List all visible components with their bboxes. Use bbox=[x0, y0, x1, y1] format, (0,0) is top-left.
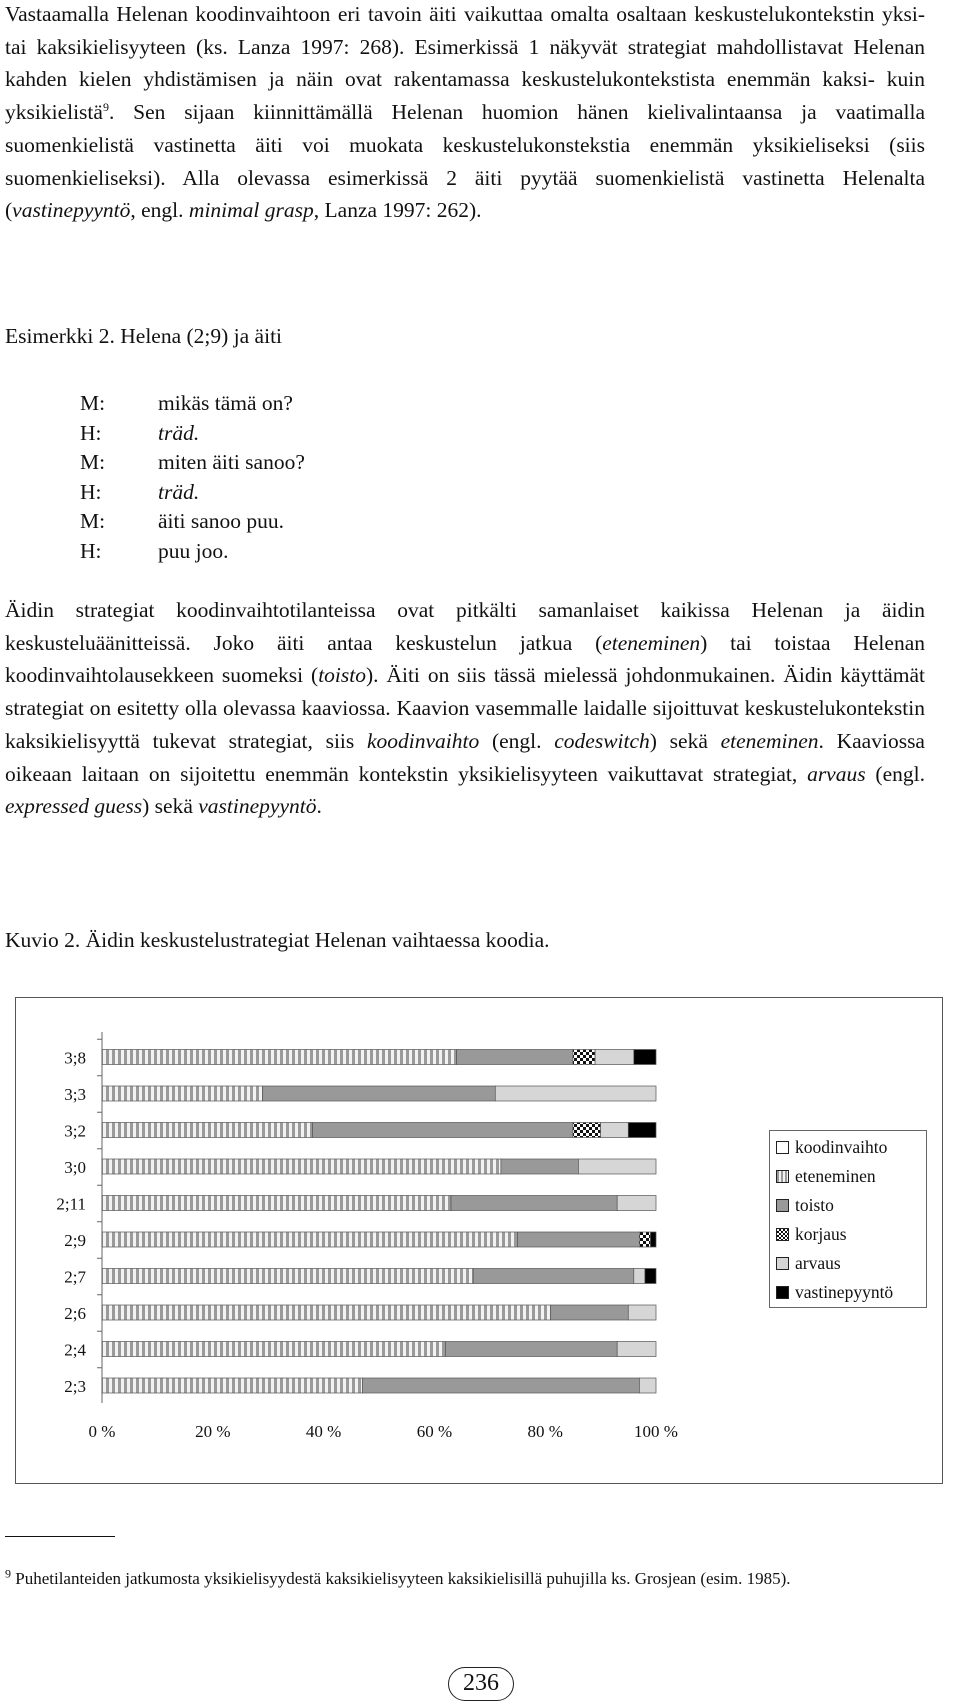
page-number: 236 bbox=[448, 1667, 514, 1701]
legend-swatch bbox=[776, 1170, 789, 1183]
bar-segment-eteneminen bbox=[102, 1196, 451, 1211]
para2-italic-2: toisto bbox=[318, 663, 366, 688]
para2-text-7: (engl. bbox=[865, 761, 925, 786]
bar-segment-arvaus bbox=[617, 1196, 656, 1211]
para1-text-4: , Lanza 1997: 262). bbox=[313, 198, 482, 223]
para2-text-4: (engl. bbox=[479, 728, 555, 753]
y-tick-label: 2;3 bbox=[64, 1377, 86, 1396]
x-tick-label: 20 % bbox=[195, 1422, 231, 1441]
bar-segment-vastinepyyntö bbox=[634, 1050, 656, 1065]
dialogue-line bbox=[80, 507, 305, 537]
bar-segment-toisto bbox=[518, 1232, 640, 1247]
bar-segment-arvaus bbox=[617, 1342, 656, 1357]
footnote-rule bbox=[5, 1536, 115, 1537]
footnote-ref-9[interactable]: 9 bbox=[102, 99, 109, 114]
para2-text-1: Äidin strategiat koodinvaihtotilanteissa ovat pitkälti samanlaiset kaikissa Helenan ja äidin keskusteluäänitteissä. Joko äiti antaa keskustelun jatkua ( bbox=[5, 598, 925, 655]
bar-segment-arvaus bbox=[628, 1305, 656, 1320]
bar-segment-korjaus bbox=[573, 1050, 595, 1065]
example-caption: Esimerkki 2. Helena (2;9) ja äiti bbox=[5, 324, 283, 348]
bar-segment-eteneminen bbox=[102, 1269, 473, 1284]
x-tick-label: 0 % bbox=[88, 1422, 116, 1441]
para2-italic-3: koodinvaihto bbox=[366, 728, 480, 753]
bar-segment-toisto bbox=[313, 1123, 573, 1138]
utterance: äiti sanoo puu. bbox=[158, 509, 284, 533]
y-tick-label: 2;9 bbox=[64, 1231, 86, 1250]
y-tick-label: 3;0 bbox=[64, 1158, 86, 1177]
bar-segment-arvaus bbox=[634, 1269, 645, 1284]
legend-swatch bbox=[776, 1141, 789, 1154]
legend-item bbox=[776, 1278, 926, 1307]
y-tick-label: 2;11 bbox=[56, 1194, 86, 1214]
footnote bbox=[5, 1565, 930, 1593]
y-tick-label: 3;8 bbox=[64, 1048, 86, 1068]
para1-text-3: , engl. bbox=[130, 198, 189, 223]
bar-segment-eteneminen bbox=[102, 1123, 313, 1138]
para2-text-6: . Kaaviossa oikeaan laitaan on sijoitettu enemmän kontekstin yksikielisyyteen vaikuttavat strategiat, bbox=[5, 728, 925, 786]
bar-segment-korjaus bbox=[639, 1232, 650, 1247]
legend-label: koodinvaihto bbox=[795, 1137, 888, 1157]
dialogue-line bbox=[80, 389, 305, 419]
bar-segment-arvaus bbox=[601, 1123, 629, 1138]
bar-segment-eteneminen bbox=[102, 1050, 457, 1065]
para2-italic-1: eteneminen bbox=[602, 630, 701, 655]
legend-item bbox=[776, 1133, 926, 1162]
bar-segment-eteneminen bbox=[102, 1159, 501, 1174]
bar-segment-arvaus bbox=[495, 1086, 656, 1101]
para2-italic-6: arvaus bbox=[807, 761, 866, 786]
legend-swatch bbox=[776, 1286, 789, 1299]
legend-item bbox=[776, 1191, 926, 1220]
x-tick-label: 40 % bbox=[305, 1422, 342, 1441]
dialogue bbox=[80, 389, 305, 566]
utterance: träd. bbox=[158, 479, 200, 504]
footnote-text: Puhetilanteiden jatkumosta yksikielisyydestä kaksikielisyyteen kaksikielisillä puhujilla ks. Grosjean (esim. 1985). bbox=[11, 1569, 791, 1588]
legend-item bbox=[776, 1249, 926, 1278]
bar-segment-vastinepyyntö bbox=[651, 1232, 657, 1247]
legend-swatch bbox=[776, 1199, 789, 1212]
para2-text-3: ). Äiti on siis tässä mielessä johdonmukainen. Äidin käyttämät strategiat on esitetty olla olevassa kaaviossa. Kaavion vasemmalle laidalle sijoittuvat keskustelukontekstin kaksikielisyyttä tukevat strategiat, siis bbox=[5, 663, 925, 753]
legend-item bbox=[776, 1162, 926, 1191]
bar-segment-toisto bbox=[263, 1086, 496, 1101]
legend-swatch bbox=[776, 1257, 789, 1270]
utterance: mikäs tämä on? bbox=[158, 391, 293, 415]
speaker-label: M: bbox=[80, 450, 106, 474]
legend-item bbox=[776, 1220, 926, 1249]
bar-segment-eteneminen bbox=[102, 1378, 362, 1393]
bar-segment-vastinepyyntö bbox=[628, 1123, 656, 1138]
y-tick-label: 2;7 bbox=[64, 1267, 86, 1287]
legend-label: eteneminen bbox=[795, 1166, 876, 1186]
para2-text-9: . bbox=[316, 794, 322, 819]
legend-label: toisto bbox=[795, 1195, 834, 1215]
bar-segment-arvaus bbox=[639, 1378, 656, 1393]
y-tick-label: 2;4 bbox=[64, 1340, 86, 1360]
x-tick-label: 100 % bbox=[634, 1422, 678, 1441]
bar-segment-arvaus bbox=[578, 1159, 656, 1174]
dialogue-line bbox=[80, 448, 305, 478]
para1-italic-2: minimal grasp bbox=[188, 198, 314, 223]
speaker-label: H: bbox=[80, 538, 102, 563]
bar-segment-eteneminen bbox=[102, 1086, 263, 1101]
utterance: miten äiti sanoo? bbox=[158, 450, 305, 474]
para1-italic-1: vastinepyyntö bbox=[12, 198, 131, 223]
para1-text-2: . Sen sijaan kiinnittämällä Helenan huomion hänen kielivalintaansa ja vaatimalla suomenkielistä vastinetta äiti voi muokata keskustelukonstekstia enemmän yksikieliseksi (siis suomenkieliseksi). Alla olevassa esimerkissä 2 äiti pyytää suomenkielistä vastinetta Helenalta ( bbox=[5, 100, 925, 223]
bar-segment-toisto bbox=[457, 1050, 573, 1065]
para1-text-1: Vastaamalla Helenan koodinvaihtoon eri tavoin äiti vaikuttaa omalta osaltaan keskustelukontekstin yksi- tai kaksikielisyyteen (ks. Lanza 1997: 268). Esimerkissä 1 näkyvät strategiat mahdollistavat Helenan kahden kielen yhdistämisen ja näin ovat rakentamassa keskustelukontekstista enemmän kaksi- kuin yksikielistä bbox=[5, 2, 925, 125]
bar-segment-eteneminen bbox=[102, 1305, 551, 1320]
bar-segment-vastinepyyntö bbox=[645, 1269, 656, 1284]
chart-legend bbox=[769, 1130, 927, 1308]
speaker-label: H: bbox=[80, 420, 102, 445]
bar-segment-toisto bbox=[473, 1269, 634, 1284]
bar-segment-eteneminen bbox=[102, 1342, 446, 1357]
para2-text-5: ) sekä bbox=[649, 728, 721, 753]
para2-text-2: ) tai toistaa Helenan koodinvaihtolausekkeen suomeksi ( bbox=[5, 630, 925, 688]
para2-italic-5: eteneminen bbox=[720, 728, 819, 753]
footnote-number: 9 bbox=[5, 1566, 11, 1581]
bar-segment-toisto bbox=[451, 1196, 617, 1211]
x-tick-label: 80 % bbox=[527, 1422, 563, 1441]
y-tick-label: 3;3 bbox=[64, 1085, 86, 1104]
bar-segment-toisto bbox=[446, 1342, 618, 1357]
paragraph-2 bbox=[5, 594, 925, 823]
y-tick-label: 2;6 bbox=[64, 1304, 86, 1323]
bar-segment-eteneminen bbox=[102, 1232, 518, 1247]
legend-label: arvaus bbox=[795, 1253, 841, 1273]
legend-swatch bbox=[776, 1228, 789, 1241]
dialogue-line bbox=[80, 537, 305, 567]
y-tick-label: 3;2 bbox=[64, 1121, 86, 1141]
para2-italic-7: expressed guess bbox=[5, 794, 143, 819]
x-tick-label: 60 % bbox=[416, 1422, 453, 1441]
bar-segment-korjaus bbox=[573, 1123, 601, 1138]
para2-italic-8: vastinepyyntö bbox=[198, 794, 317, 819]
para2-italic-4: codeswitch bbox=[554, 728, 650, 753]
figure-caption: Kuvio 2. Äidin keskustelustrategiat Helenan vaihtaessa koodia. bbox=[5, 928, 550, 952]
legend-label: korjaus bbox=[795, 1224, 847, 1244]
dialogue-line bbox=[80, 478, 305, 508]
speaker-label: M: bbox=[80, 391, 106, 415]
bar-segment-arvaus bbox=[595, 1050, 634, 1065]
speaker-label: H: bbox=[80, 479, 102, 504]
utterance: puu joo. bbox=[158, 538, 229, 563]
para2-text-8: ) sekä bbox=[142, 794, 199, 819]
bar-segment-toisto bbox=[362, 1378, 639, 1393]
bar-segment-toisto bbox=[501, 1159, 579, 1174]
utterance: träd. bbox=[158, 420, 200, 445]
speaker-label: M: bbox=[80, 509, 106, 533]
legend-label: vastinepyyntö bbox=[795, 1282, 894, 1302]
dialogue-line bbox=[80, 419, 305, 449]
bar-segment-toisto bbox=[551, 1305, 629, 1320]
paragraph-1 bbox=[5, 0, 925, 227]
